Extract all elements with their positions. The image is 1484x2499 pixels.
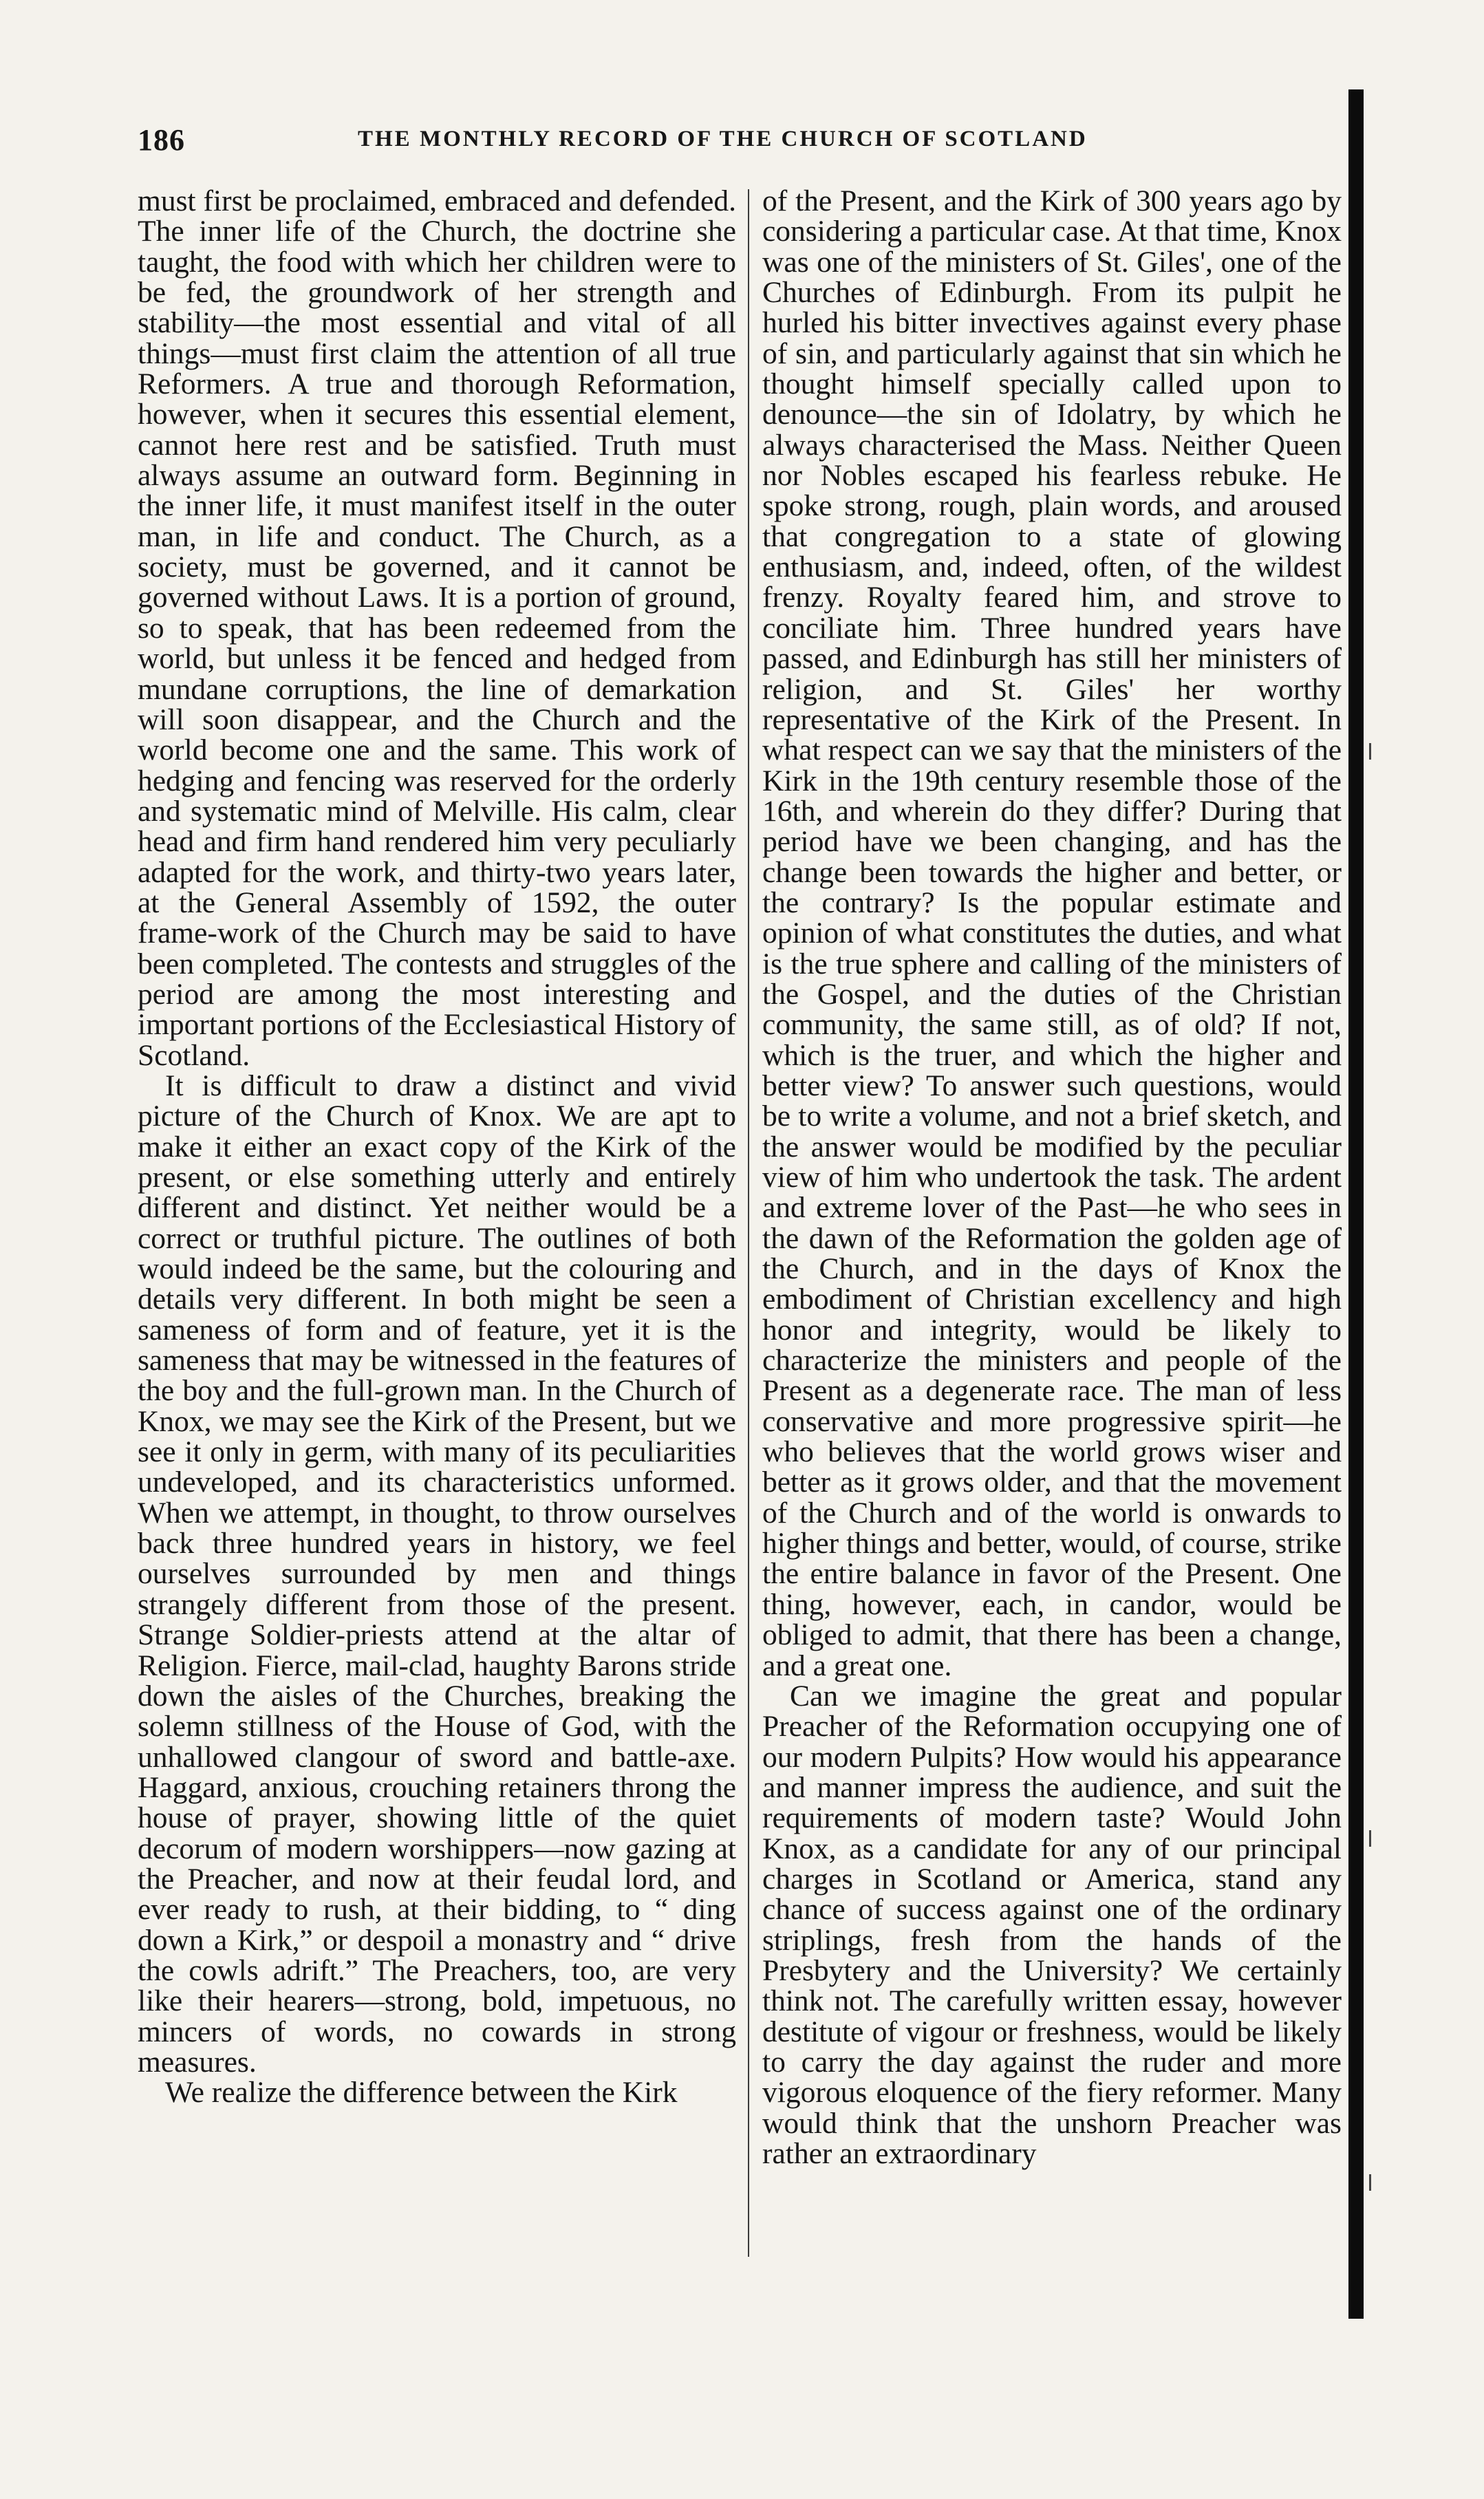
edge-mark [1369,743,1371,760]
edge-mark [1369,2174,1371,2191]
page-edge-shadow [1348,89,1364,2319]
paragraph: We realize the difference between the Kirk [165,2076,678,2110]
right-column [762,186,1342,2360]
paragraph: of the Present, and the Kirk of 300 years ago by considering a particular case. At that time, Knox was one of the ministers of St. Giles', one of the Churches of Edinburgh. From its pulpit he hurled his bitter invectives against every phase of sin, and particularly against that sin which he thought himself specially called upon to denounce—the sin of Idolatry, by which he always characterised the Mass. Neither Queen nor Nobles escaped his fearless rebuke. He spoke strong, rough, plain words, and aroused that congregation to a state of glowing enthusiasm, and, indeed, often, of the wildest frenzy. Royalty feared him, and strove to conciliate him. Three hundred years have passed, and Edinburgh has still her ministers of religion, and St. Giles' her worthy representative of the Kirk of the Present. In what respect can we say that the ministers of the Kirk in the 19th century resemble those of the 16th, and wherein do they differ? During that period have we been changing, and has the change been towards the higher and better, or the contrary? Is the popular estimate and opinion of what constitutes the duties, and what is the true sphere and calling of the ministers of the Gospel, and the duties of the Christian community, the same still, as of old? If not, which is the truer, and which the higher and better view? To answer such questions, would be to write a volume, and not a brief sketch, and the answer would be modified by the peculiar view of him who undertook the task. The ardent and extreme lover of the Past—he who sees in the dawn of the Reformation the golden age of the Church, and in the days of Knox the embodiment of Christian excellency and high honor and integrity, would be likely to characterize the ministers and people of the Present as a degenerate race. The man of less conservative and more progressive spirit—he who believes that the world grows wiser and better as it grows older, and that the movement of the Church and of the world is onwards to higher things and better, would, of course, strike the entire balance in favor of the Present. One thing, however, each, in candor, would be obliged to admit, that there has been a change, and a great one. [762,186,1342,1682]
running-title: THE MONTHLY RECORD OF THE CHURCH OF SCOTLAND [358,127,1088,151]
column-divider [748,189,749,2257]
edge-mark [1369,1830,1371,1847]
page-header [138,122,1348,164]
paragraph: It is difficult to draw a distinct and vivid picture of the Church of Knox. We are apt to make it either an exact copy of the Kirk of the present, or else something utterly and entirely different and distinct. Yet neither would be a correct or truthful picture. The outlines of both would indeed be the same, but the colouring and details very different. In both might be seen a sameness of form and of feature, yet it is the sameness that may be witnessed in the features of the boy and the full-grown man. In the Church of Knox, we may see the Kirk of the Present, but we see it only in germ, with many of its peculiarities undeveloped, and its characteristics unformed. When we attempt, in thought, to throw ourselves back three hundred years in history, we feel ourselves surrounded by men and things strangely different from those of the present. Strange Soldier-priests attend at the altar of Religion. Fierce, mail-clad, haughty Barons stride down the aisles of the Churches, breaking the solemn stillness of the House of God, with the unhallowed clangour of sword and battle-axe. Haggard, anxious, crouching retainers throng the house of prayer, showing little of the quiet decorum of modern worshippers—now gazing at the Preacher, and now at their feudal lord, and ever ready to rush, at their bidding, to “ ding down a Kirk,” or despoil a monastry and “ drive the cowls adrift.” The Preachers, too, are very like their hearers—strong, bold, impetuous, no mincers of words, no cowards in strong measures. [138,1069,736,2079]
paragraph: Can we imagine the great and popular Preacher of the Reformation occupying one of our modern Pulpits? How would his appearance and manner impress the audience, and suit the requirements of modern taste? Would John Knox, as a candidate for any of our principal charges in Scotland or America, stand any chance of success against one of the ordinary striplings, fresh from the hands of the Presbytery and the University? We certainly think not. The carefully written essay, however destitute of vigour or freshness, would be likely to carry the day against the ruder and more vigorous eloquence of the fiery reformer. Many would think that the unshorn Preacher was rather an extraordinary [762,1679,1342,2170]
page-number: 186 [138,123,185,157]
paragraph: must first be proclaimed, embraced and defended. The inner life of the Church, the doctrine she taught, the food with which her children were to be fed, the groundwork of her strength and stability—the most essential and vital of all things—must first claim the attention of all true Reformers. A true and thorough Reformation, however, when it secures this essential element, cannot here rest and be satisfied. Truth must always assume an outward form. Beginning in the inner life, it must manifest itself in the outer man, in life and conduct. The Church, as a society, must be governed, and it cannot be governed without Laws. It is a portion of ground, so to speak, that has been redeemed from the world, but unless it be fenced and hedged from mundane corruptions, the line of demarkation will soon disappear, and the Church and the world become one and the same. This work of hedging and fencing was reserved for the orderly and systematic mind of Melville. His calm, clear head and firm hand rendered him very peculiarly adapted for the work, and thirty-two years later, at the General Assembly of 1592, the outer frame-work of the Church may be said to have been completed. The contests and struggles of the period are among the most interesting and important portions of the Ecclesiastical History of Scotland. [138,184,736,1072]
left-column [138,186,736,2108]
